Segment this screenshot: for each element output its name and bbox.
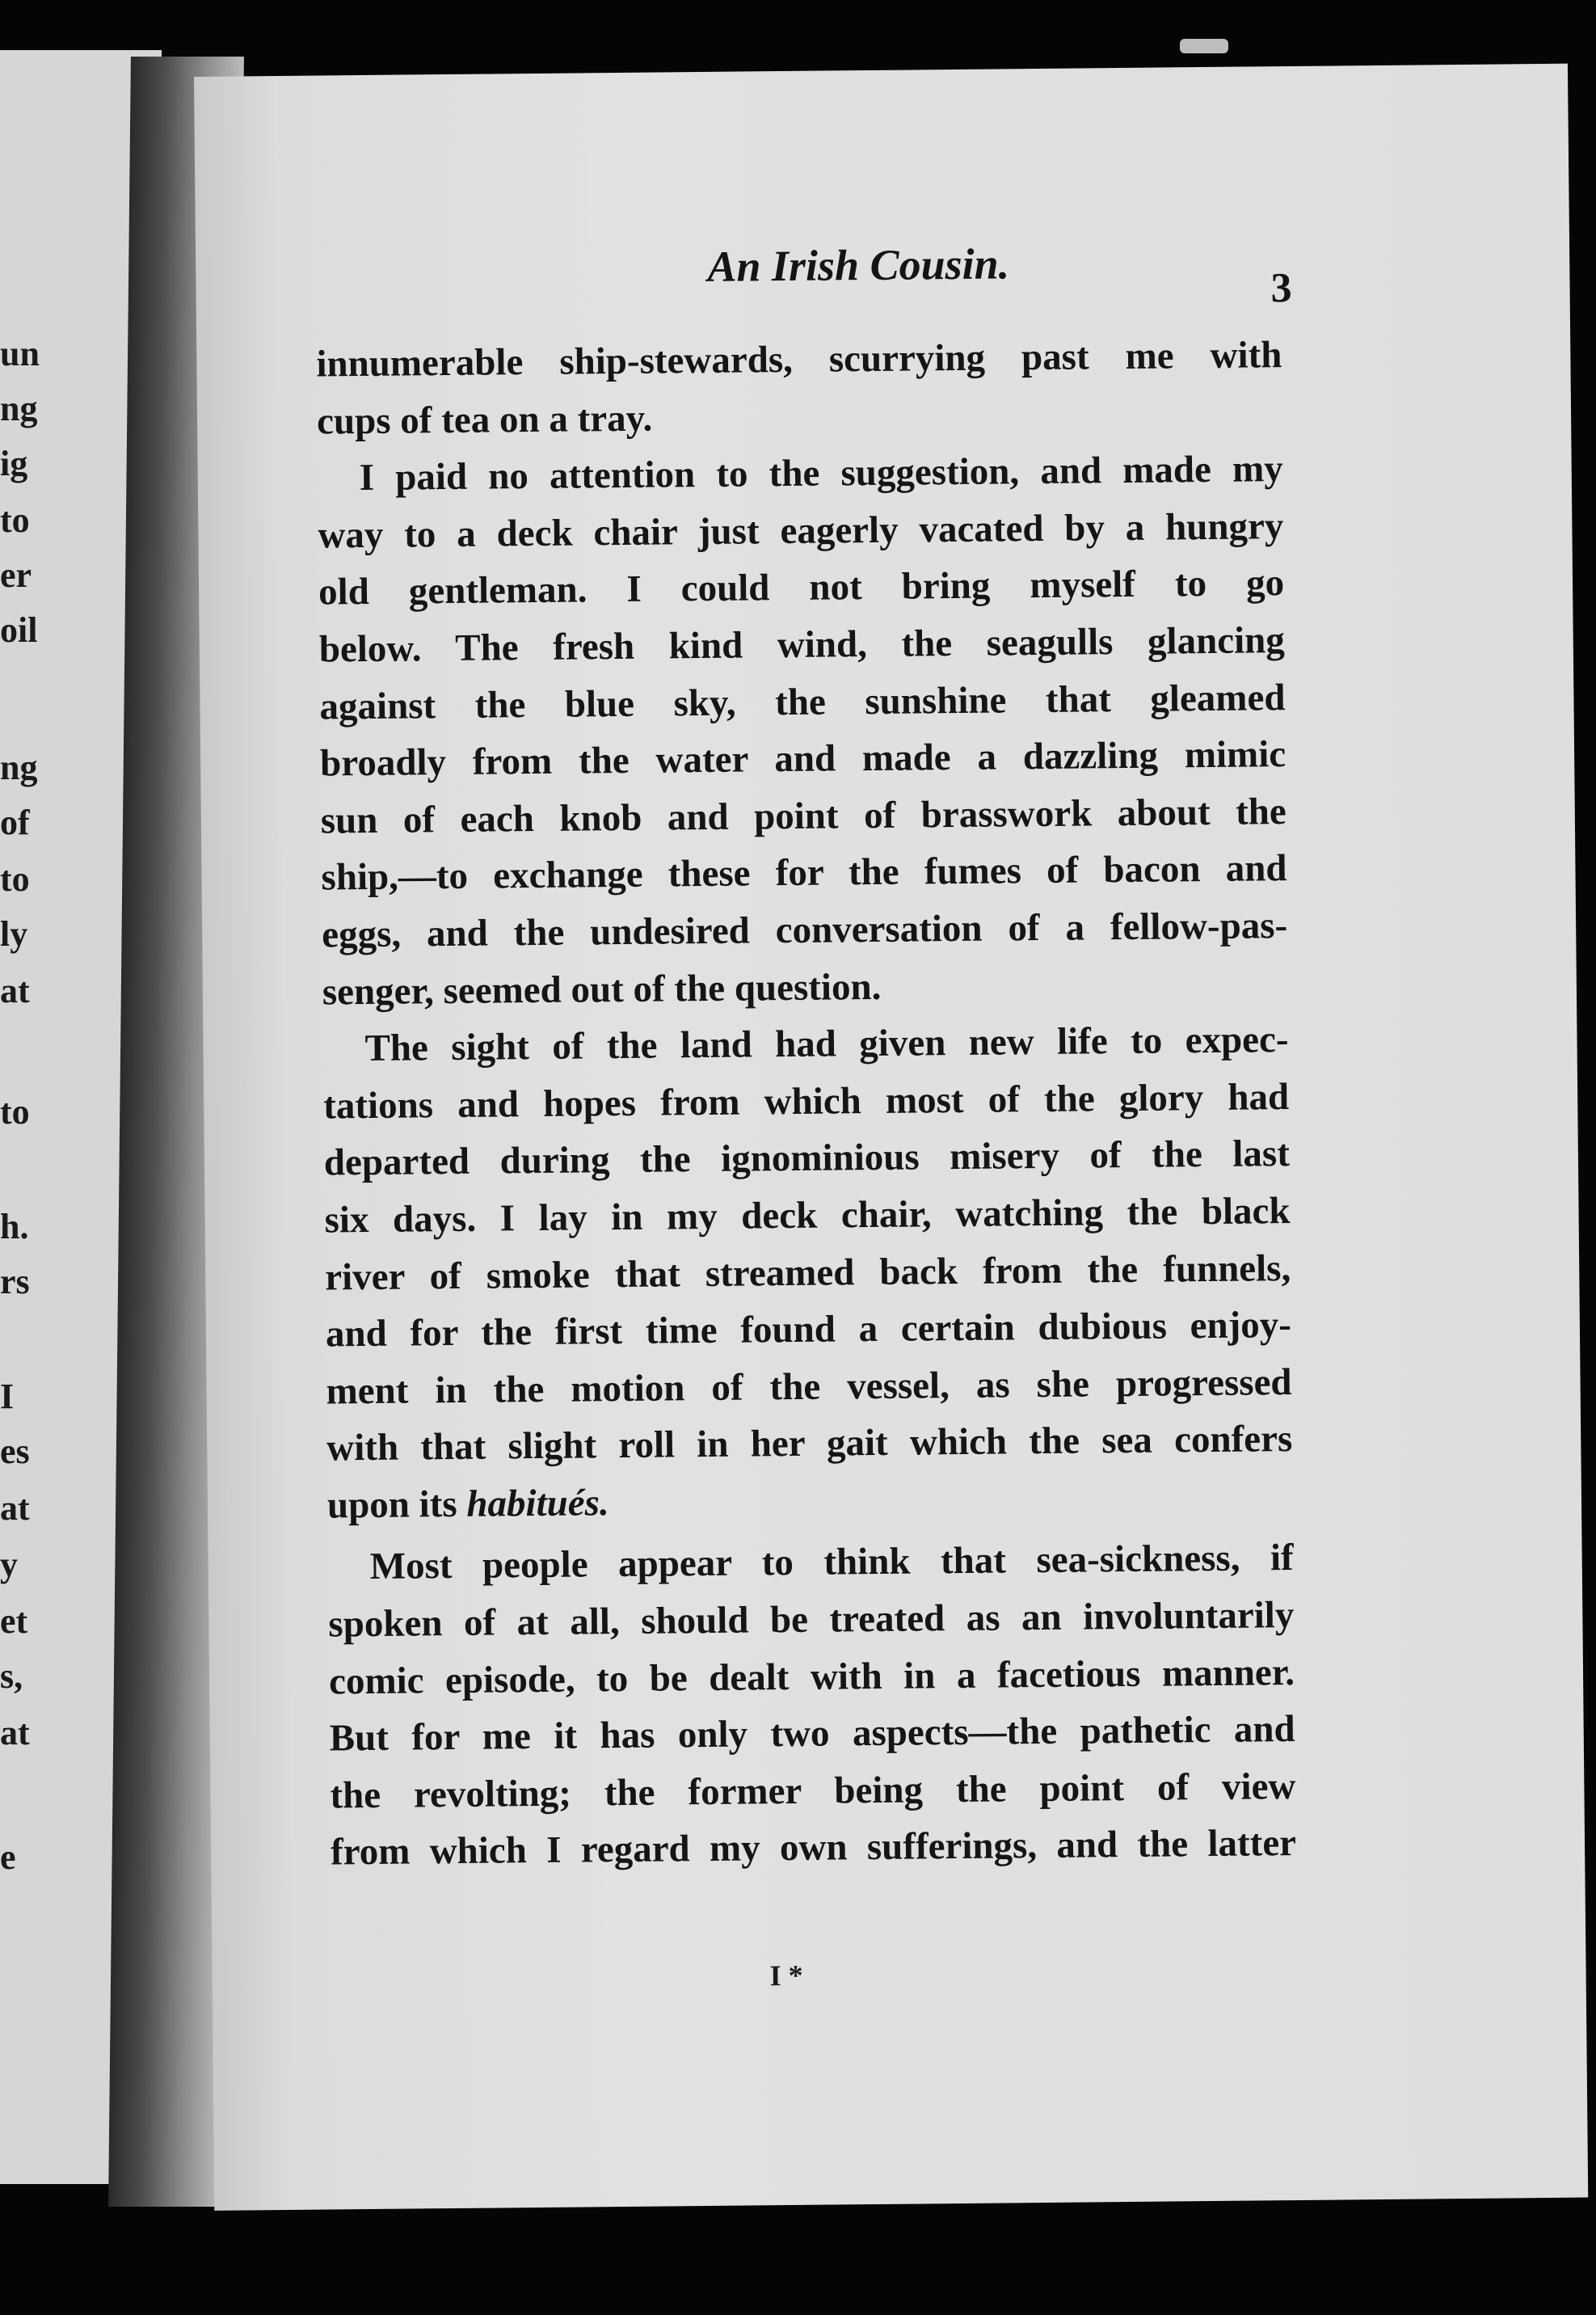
text-line: against the blue sky, the sunshine that gleamed <box>319 676 1286 728</box>
text-line: six days. I lay in my deck chair, watching the black <box>324 1189 1291 1242</box>
text-line: eggs, and the undesired conversation of a fellow-pas- <box>321 904 1288 956</box>
text-line: old gentleman. I could not bring myself to go <box>318 562 1285 614</box>
text-line <box>327 1468 1294 1534</box>
left-page-text: to <box>0 500 30 540</box>
left-page-text: of <box>0 803 30 842</box>
text-line: the revolting; the former being the point of view <box>330 1765 1296 1817</box>
text-line: cups of tea on a tray. <box>316 397 653 443</box>
text-line: comic episode, to be dealt with in a facetious manner. <box>328 1651 1295 1703</box>
left-page-text: un <box>0 334 40 373</box>
left-page-text: oil <box>0 610 38 650</box>
text-fragment: upon its <box>326 1482 457 1527</box>
body-text <box>316 327 1296 1881</box>
left-page-text: I <box>0 1377 15 1416</box>
text-line: broadly from the water and made a dazzling mimic <box>319 733 1286 785</box>
left-page-text: ly <box>0 914 28 954</box>
text-line: tations and hopes from which most of the glory had <box>322 1075 1290 1128</box>
text-line: with that slight roll in her gait which the sea confers <box>326 1418 1293 1470</box>
italic-word: habitués. <box>466 1482 609 1525</box>
text-line: The sight of the land had given new life to expec- <box>364 1018 1289 1070</box>
left-page-text: ng <box>0 748 38 787</box>
text-line: river of smoke that streamed back from the funnels, <box>325 1246 1291 1299</box>
left-page-text: es <box>0 1432 30 1471</box>
left-page-text: s, <box>0 1656 23 1696</box>
text-line: innumerable ship-stewards, scurrying past me with <box>316 334 1282 386</box>
text-line: Most people appear to think that sea-sickness, if <box>369 1537 1294 1588</box>
left-page-text: rs <box>0 1262 30 1301</box>
text-line: senger, seemed out of the question. <box>322 965 882 1014</box>
left-page-text: to <box>0 1092 30 1132</box>
running-head: An Irish Cousin. <box>707 239 1010 291</box>
text-line: below. The fresh kind wind, the seagulls glancing <box>318 619 1286 671</box>
text-line: ship,—to exchange these for the fumes of bacon and <box>321 847 1287 899</box>
text-line: departed during the ignominious misery of the last <box>323 1132 1291 1184</box>
text-line: But for me it has only two aspects—the pathetic and <box>329 1708 1295 1760</box>
signature-mark: I * <box>769 1959 803 1992</box>
left-page-text: h. <box>0 1207 29 1246</box>
left-page-text: at <box>0 1488 30 1528</box>
text-line: ment in the motion of the vessel, as she progressed <box>326 1360 1292 1413</box>
book-page <box>194 64 1588 2211</box>
text-line: spoken of at all, should be treated as an involuntarily <box>328 1594 1295 1646</box>
left-page-text: ng <box>0 389 38 428</box>
text-line: and for the first time found a certain dubious enjoy- <box>325 1304 1292 1356</box>
left-page-text: at <box>0 971 30 1010</box>
text-line: way to a deck chair just eagerly vacated by a hungry <box>318 504 1284 557</box>
text-line: sun of each knob and point of brasswork about the <box>320 790 1287 842</box>
text-line: from which I regard my own sufferings, and the latter <box>330 1822 1297 1874</box>
left-page-text: at <box>0 1713 30 1752</box>
left-page-text: y <box>0 1545 18 1584</box>
left-page-text: ig <box>0 444 28 483</box>
text-line: I paid no attention to the suggestion, and made my <box>359 448 1283 500</box>
left-page-text: et <box>0 1601 28 1641</box>
left-page-text: to <box>0 859 30 899</box>
left-page-text: e <box>0 1837 16 1877</box>
page-number: 3 <box>1270 264 1292 312</box>
scan-artifact <box>1180 39 1228 53</box>
left-page-text: er <box>0 555 32 595</box>
